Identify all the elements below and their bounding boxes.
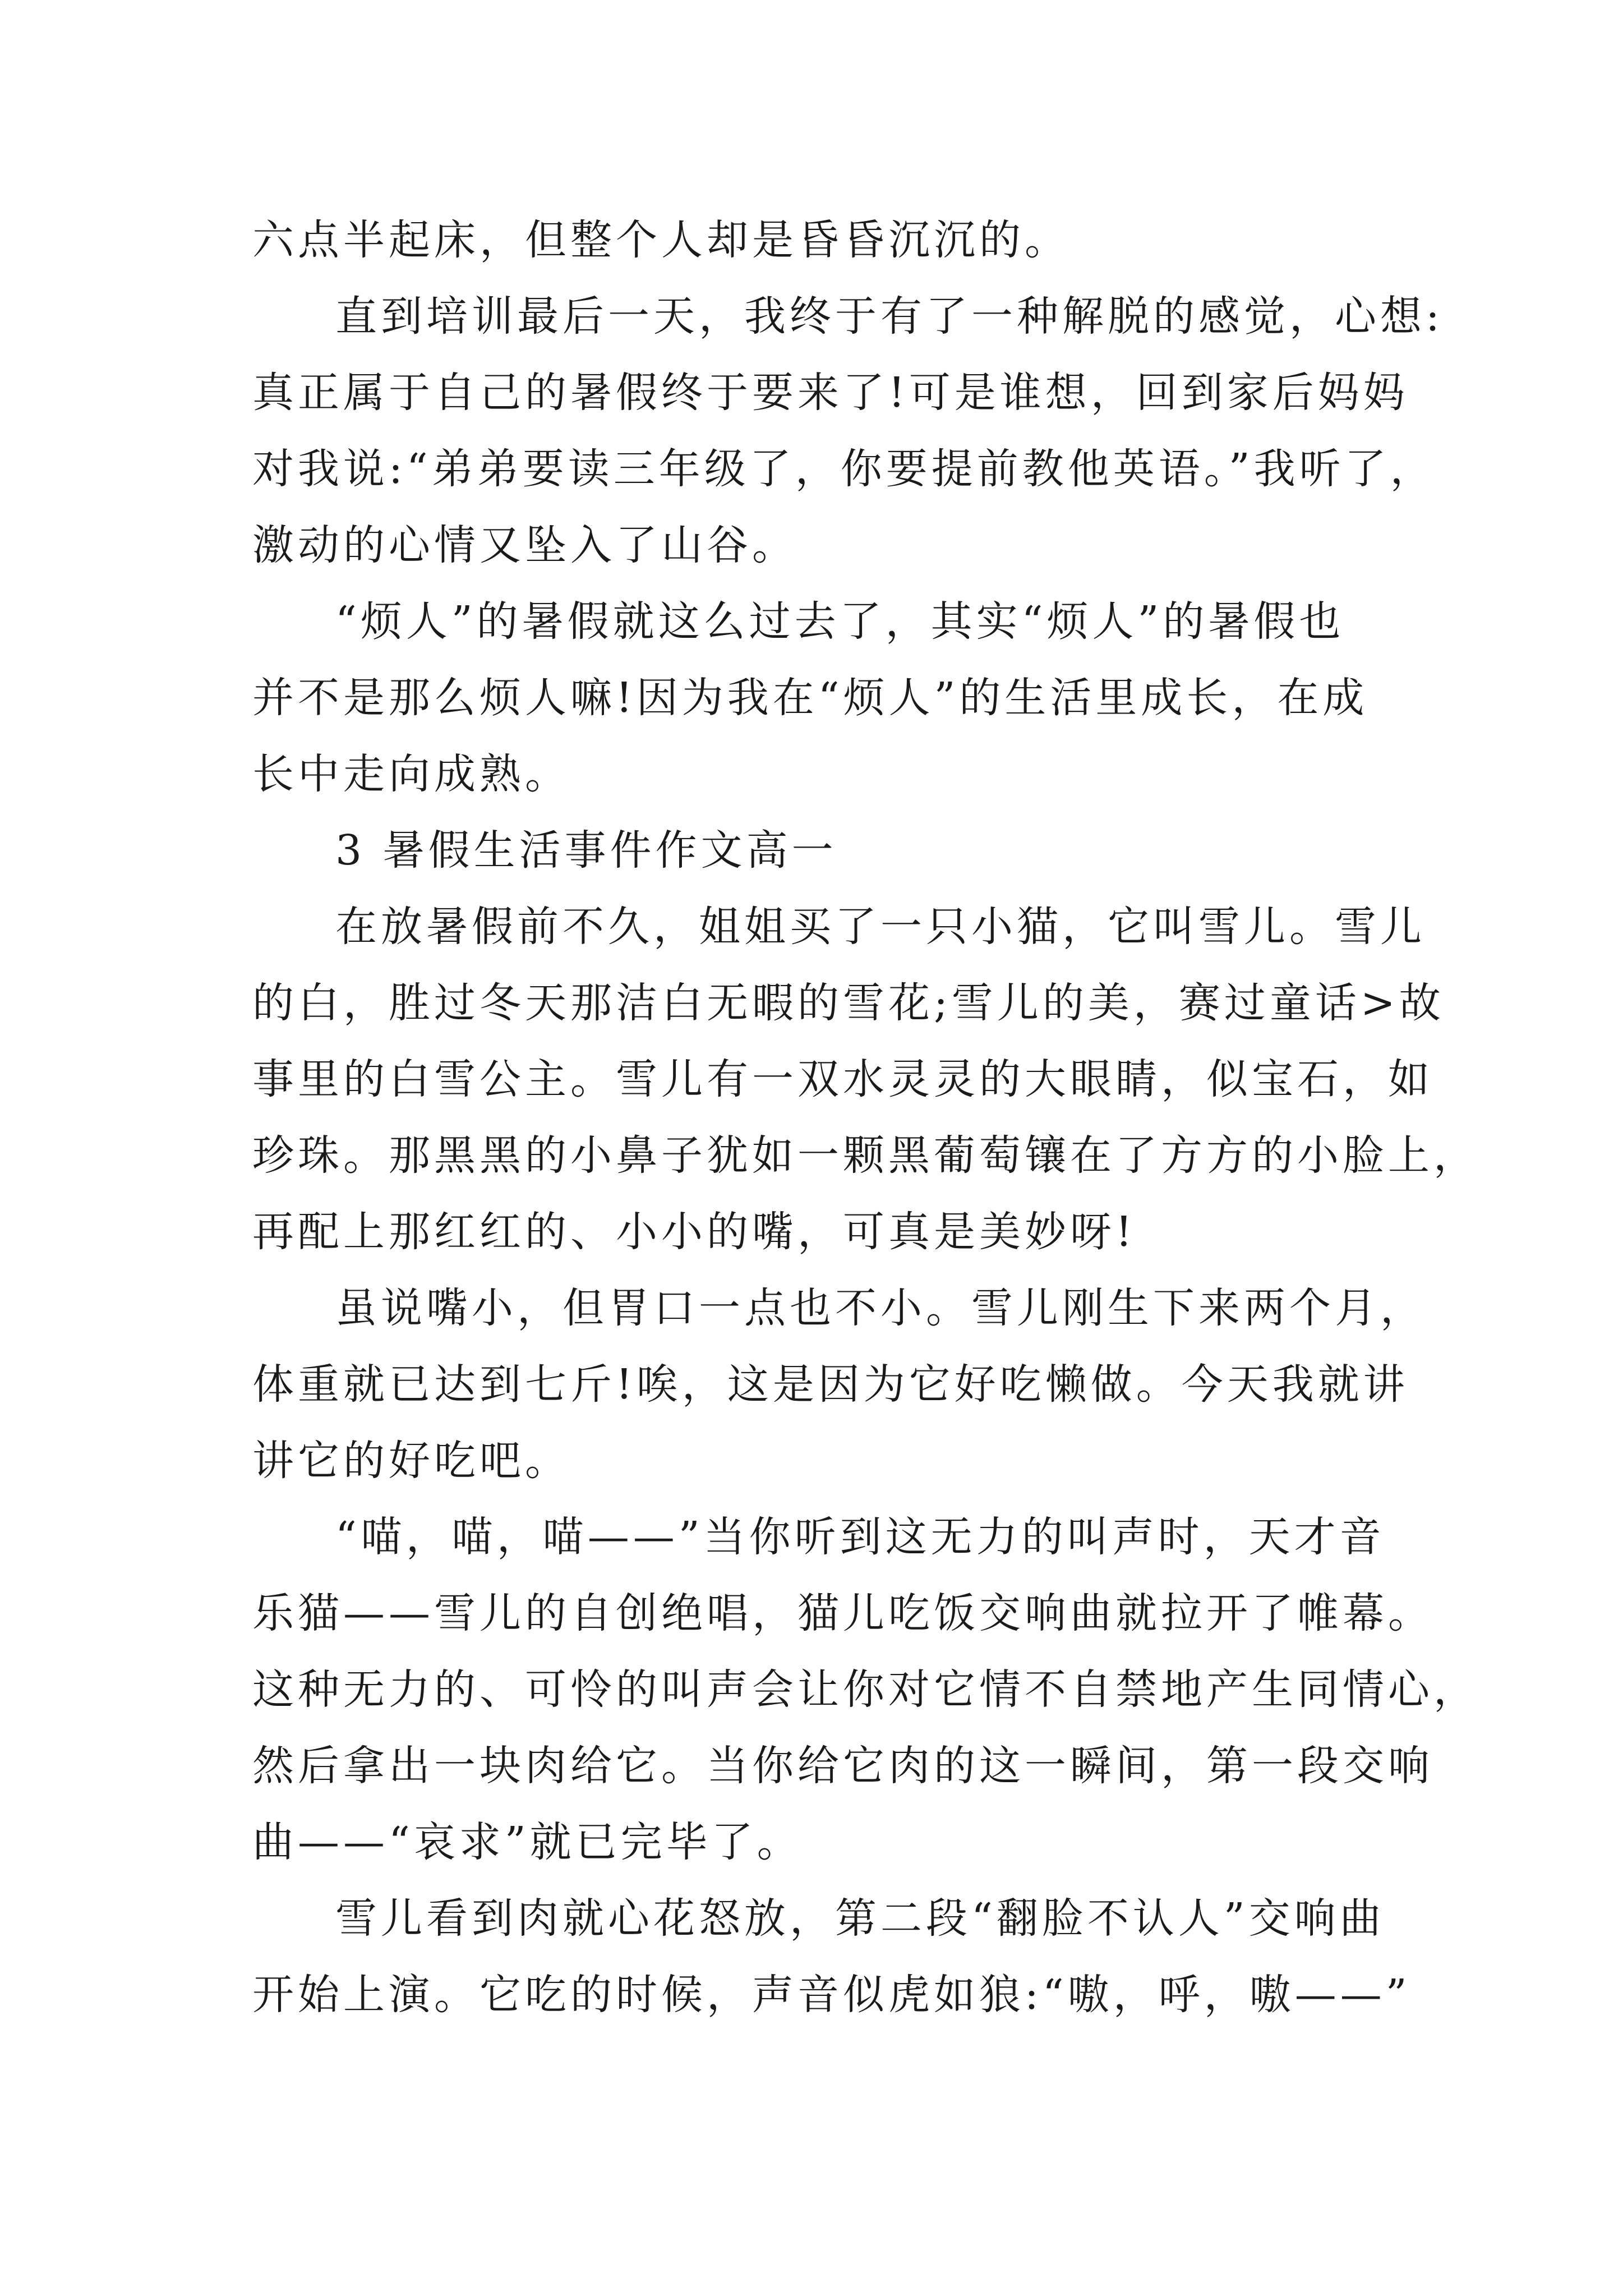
text-line: 激动的心情又坠入了山谷。 [252,521,797,569]
text-line: 真正属于自己的暑假终于要来了!可是谁想，回到家后妈妈 [252,369,1409,417]
text-line: 讲它的好吃吧。 [252,1437,570,1485]
text-line: 事里的白雪公主。雪儿有一双水灵灵的大眼睛，似宝石，如 [252,1055,1433,1103]
text-line: 的白，胜过冬天那洁白无暇的雪花;雪儿的美，赛过童话>故 [252,979,1445,1027]
text-line: 这种无力的、可怜的叫声会让你对它情不自禁地产生同情心， [252,1665,1479,1714]
section-heading: 3 暑假生活事件作文高一 [335,826,837,875]
text-line: 六点半起床，但整个人却是昏昏沉沉的。 [252,216,1070,264]
text-line: 然后拿出一块肉给它。当你给它肉的这一瞬间，第一段交响 [252,1742,1433,1790]
text-line: “烦人”的暑假就这么过去了，其实“烦人”的暑假也 [335,597,1345,646]
text-line: 直到培训最后一天，我终于有了一种解脱的感觉，心想: [335,292,1444,341]
text-line: 虽说嘴小，但胃口一点也不小。雪儿刚生下来两个月， [335,1284,1426,1332]
text-line: “喵，喵，喵——”当你听到这无力的叫声时，天才音 [335,1513,1385,1561]
text-line: 开始上演。它吃的时候，声音似虎如狼:“嗷，呼，嗷——” [252,1971,1411,2019]
text-line: 体重就已达到七斤!唉，这是因为它好吃懒做。今天我就讲 [252,1360,1409,1409]
text-line: 曲——“哀求”就已完毕了。 [252,1818,803,1866]
text-line: 在放暑假前不久，姐姐买了一只小猫，它叫雪儿。雪儿 [335,903,1426,951]
text-line: 雪儿看到肉就心花怒放，第二段“翻脸不认人”交响曲 [335,1894,1385,1943]
text-line: 乐猫——雪儿的自创绝唱，猫儿吃饭交响曲就拉开了帷幕。 [252,1589,1433,1637]
text-line: 并不是那么烦人嘛!因为我在“烦人”的生活里成长，在成 [252,674,1368,722]
text-line: 长中走向成熟。 [252,750,570,798]
text-line: 对我说:“弟弟要读三年级了，你要提前教他英语。”我听了， [252,445,1436,493]
text-line: 再配上那红红的、小小的嘴，可真是美妙呀! [252,1208,1136,1256]
text-line: 珍珠。那黑黑的小鼻子犹如一颗黑葡萄镶在了方方的小脸上， [252,1131,1479,1180]
